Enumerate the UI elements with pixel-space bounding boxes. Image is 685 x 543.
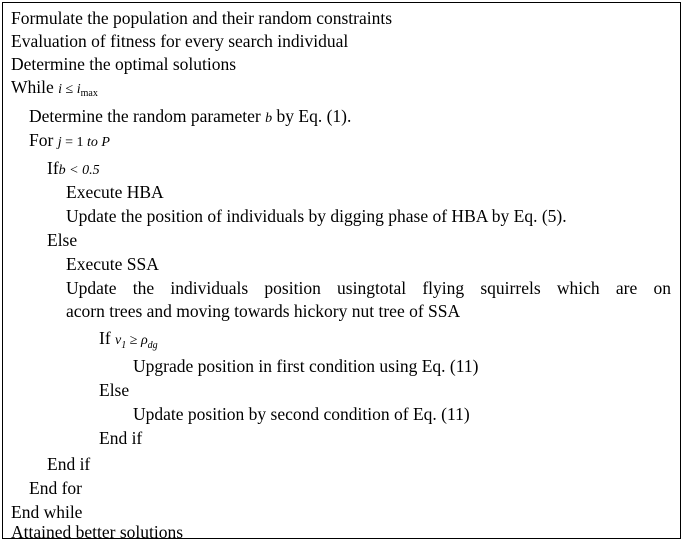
line-update-ssa-1: Update the individuals position usingtotal flying squirrels which are on <box>66 278 671 298</box>
line-end-if-outer: End if <box>47 454 91 474</box>
for-keyword: For <box>29 130 54 150</box>
math-eq-1: = 1 <box>65 135 84 150</box>
while-keyword: While <box>11 77 54 97</box>
if-v1-condition <box>115 333 158 351</box>
line-end-while: End while <box>11 502 83 522</box>
math-i2: i <box>76 82 81 97</box>
line-update-ssa-2: acorn trees and moving towards hickory nut tree of SSA <box>66 301 461 321</box>
line-upgrade-first: Upgrade position in first condition using Eq. (11) <box>133 356 479 376</box>
line-execute-ssa: Execute SSA <box>66 254 159 274</box>
line-determine-optimal: Determine the optimal solutions <box>11 54 237 74</box>
math-to-p: to P <box>86 135 110 150</box>
while-condition <box>58 82 98 97</box>
line-end-if-inner: End if <box>99 428 143 448</box>
line-determine-b <box>29 105 351 130</box>
math-v: v <box>115 333 122 348</box>
math-rho-sub: dg <box>147 340 158 351</box>
line-evaluate-fitness: Evaluation of fitness for every search individual <box>11 31 349 51</box>
for-range <box>58 135 110 150</box>
math-max-sub: max <box>80 88 98 99</box>
line-update-hba: Update the position of individuals by digging phase of HBA by Eq. (5). <box>66 206 567 226</box>
math-i: i <box>58 82 63 97</box>
line-if-b <box>47 157 100 182</box>
line-attained: Attained better solutions <box>11 522 184 542</box>
math-le: ≤ <box>65 82 74 97</box>
line-if-v1 <box>99 327 158 357</box>
line-update-second: Update position by second condition of Eq. (11) <box>133 404 470 424</box>
if-condition: b < 0.5 <box>58 163 100 178</box>
line-while <box>11 76 98 105</box>
if-keyword-2: If <box>99 328 111 348</box>
algorithm-box <box>2 2 681 542</box>
line-formulate-population: Formulate the population and their random constraints <box>11 8 393 28</box>
math-j: j <box>57 135 62 150</box>
line-execute-hba: Execute HBA <box>66 182 164 202</box>
math-v-sub: 1 <box>121 340 127 351</box>
line-else-2: Else <box>99 380 130 400</box>
if-keyword: If <box>47 158 59 178</box>
line-end-for: End for <box>29 478 82 498</box>
line-else-1: Else <box>47 230 78 250</box>
determine-b-pre: Determine the random parameter <box>29 106 261 126</box>
math-rho: ρ <box>140 333 148 348</box>
line-for <box>29 129 110 154</box>
math-ge: ≥ <box>129 333 138 348</box>
determine-b-post: by Eq. (1). <box>276 106 352 126</box>
math-b: b <box>265 111 273 126</box>
